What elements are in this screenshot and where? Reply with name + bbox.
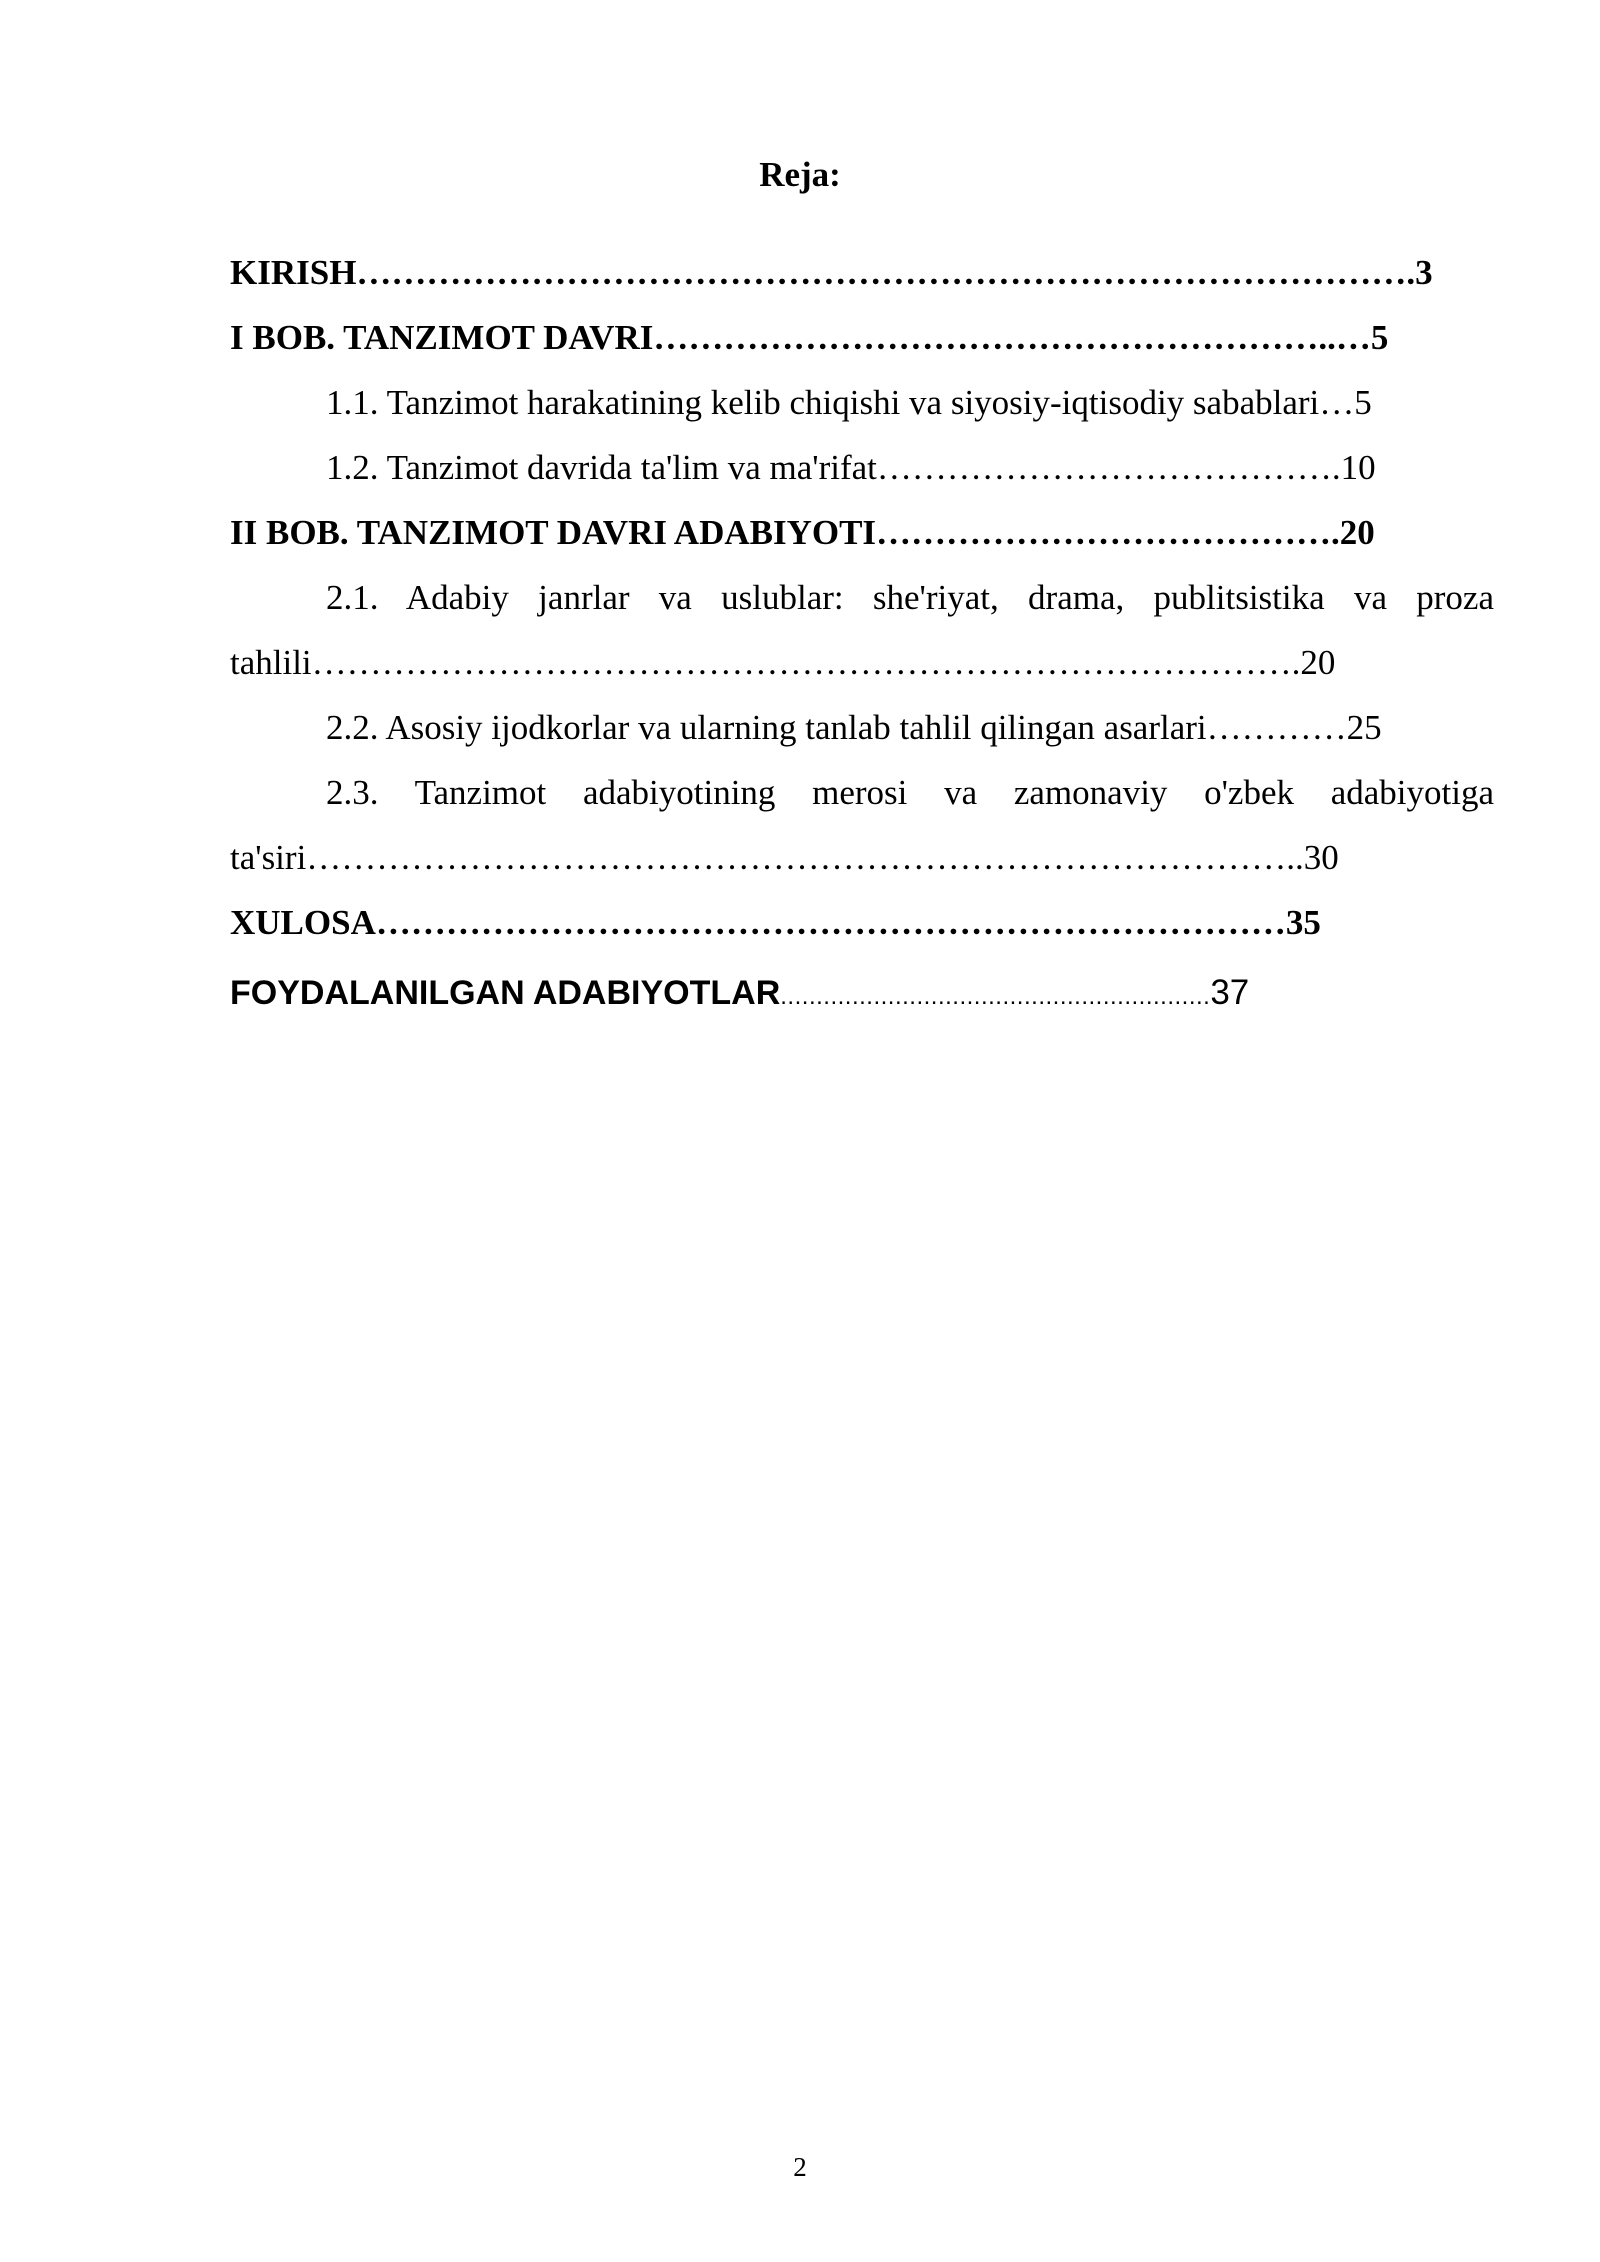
toc-entry-bob2: II BOB. TANZIMOT DAVRI ADABIYOTI………………………………….20 [230, 513, 1375, 552]
toc-entry-foydalanilgan-label: FOYDALANILGAN ADABIYOTLAR [230, 974, 781, 1012]
toc-entry-foydalanilgan-page: 37 [1210, 973, 1250, 1012]
toc-entry-2-3-line1: 2.3. Tanzimot adabiyotining merosi va zamonaviy o'zbek adabiyotiga [326, 773, 1494, 812]
toc-entry-foydalanilgan [230, 968, 1494, 1018]
toc-entry-foydalanilgan-dots: ............................................................ [780, 983, 1211, 1010]
toc-entry-2-1-line2: tahlili………………………………………………………………………….20 [230, 643, 1336, 682]
page-title: Reja: [759, 155, 841, 194]
toc-entry-1-2: 1.2. Tanzimot davrida ta'lim va ma'rifat………………………………….10 [326, 448, 1376, 487]
toc-entry-kirish: KIRISH……………………………………………………………………………….3 [230, 253, 1433, 292]
toc-entry-2-3-line2: ta'siri…………………………………………………………………………..30 [230, 838, 1339, 877]
toc-entry-xulosa: XULOSA……………………………………………………………………35 [230, 903, 1321, 942]
toc-entry-1-1: 1.1. Tanzimot harakatining kelib chiqishi va siyosiy-iqtisodiy sabablari…5 [326, 383, 1372, 422]
page-number: 2 [793, 2152, 807, 2182]
toc-entry-2-2: 2.2. Asosiy ijodkorlar va ularning tanlab tahlil qilingan asarlari…………25 [326, 708, 1382, 747]
toc-entry-bob1: I BOB. TANZIMOT DAVRI…………………………………………………..…5 [230, 318, 1389, 357]
toc-entry-2-1-line1: 2.1. Adabiy janrlar va uslublar: she'riyat, drama, publitsistika va proza [326, 578, 1494, 617]
